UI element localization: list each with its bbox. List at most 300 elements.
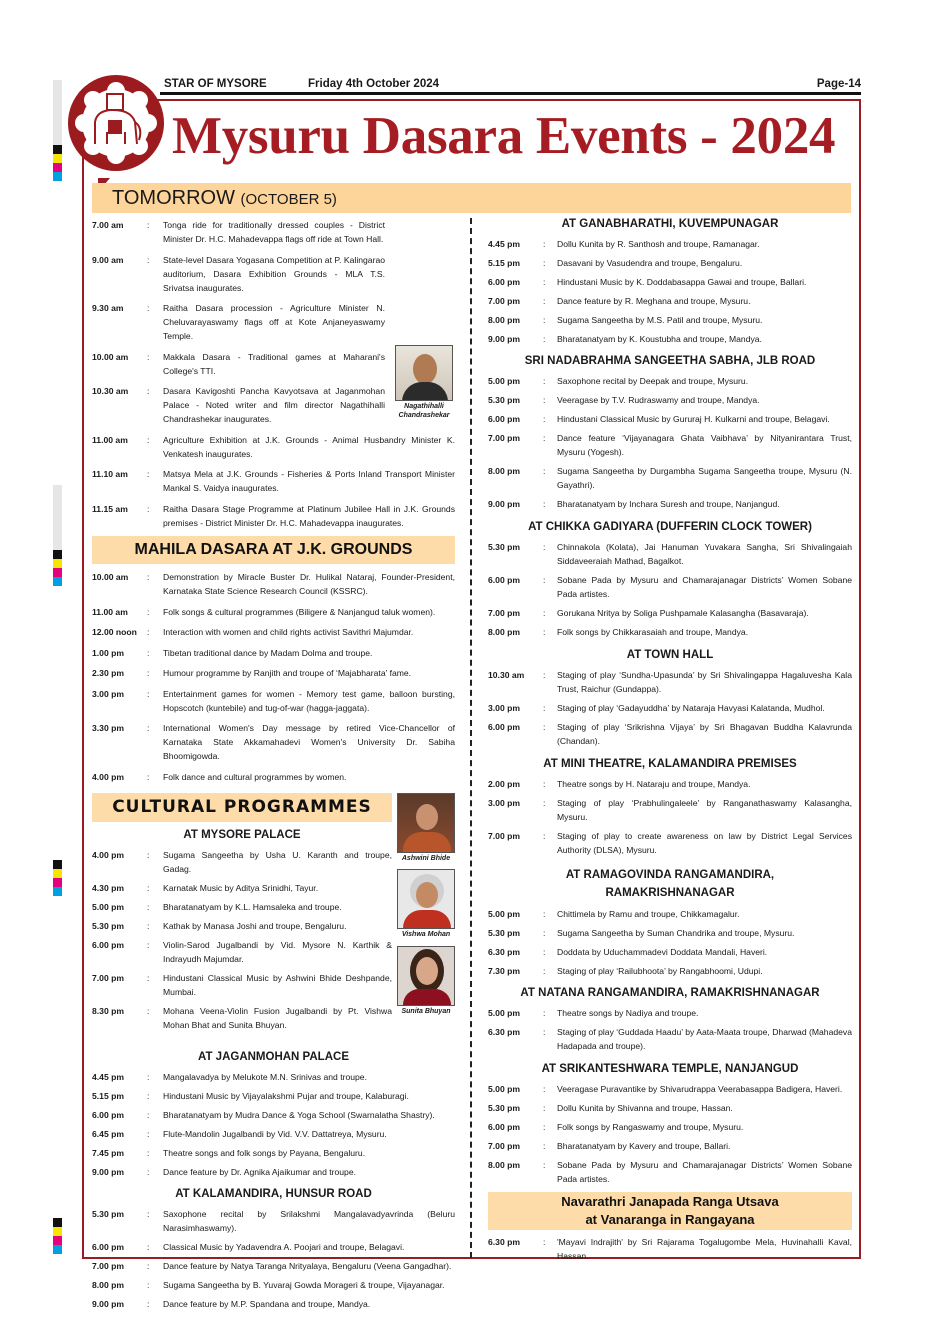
separator: : [147, 254, 150, 265]
event-time: 7.00 pm [92, 972, 125, 983]
event-row [92, 900, 392, 914]
photo-sunita-bhuyan [397, 946, 455, 1017]
event-description: Dance feature by Natya Taranga Nrityalaya, Bengaluru (Veena Gangadhar). [163, 1260, 452, 1271]
event-time: 2.00 pm [488, 779, 521, 789]
event-description: Folk dance and cultural programmes by women. [163, 771, 347, 782]
event-row [92, 919, 392, 933]
separator: : [543, 1237, 546, 1247]
event-description: Doddata by Uduchammadevi Doddata Mandali, Haveri. [557, 947, 768, 957]
event-description: Dasara Kavigoshti Pancha Kavyotsava at Jaganmohan Palace - Noted writer and film director Nagathihalli Chandrashekar inaugurates. [163, 386, 385, 424]
separator: : [543, 433, 546, 443]
event-description: Veeragase by T.V. Rudraswamy and troupe, Mandya. [557, 395, 760, 405]
event-time: 7.00 pm [92, 1260, 125, 1271]
event-row [92, 1207, 455, 1235]
event-time: 7.45 pm [92, 1147, 125, 1158]
registration-mark [53, 1218, 62, 1227]
event-time: 5.00 pm [488, 909, 521, 919]
event-time: 3.00 pm [92, 688, 125, 699]
event-time: 6.30 pm [488, 947, 521, 957]
event-description: Chittimela by Ramu and troupe, Chikkamagalur. [557, 909, 740, 919]
event-description: Staging of play ‘Prabhulingaleele’ by Ranganathaswamy Kalasangha, Mysuru. [557, 798, 852, 822]
event-time: 7.00 pm [488, 1141, 521, 1151]
page-title: Mysuru Dasara Events - 2024 [172, 107, 836, 165]
event-row [92, 687, 455, 715]
event-description: Theatre songs by Nadiya and troupe. [557, 1008, 699, 1018]
event-row [488, 668, 852, 696]
event-description: Chinnakola (Kolata), Jai Hanuman Yuvakara Sangha, Sri Shivalingaiah Siddaveeraiah Mathad, Bagalkot. [557, 542, 852, 566]
event-row [92, 502, 455, 530]
left-column [92, 216, 455, 1316]
event-description: Hindustani Music by Vijayalakshmi Pujar and troupe, Kalaburagi. [163, 1090, 409, 1101]
right-column [488, 216, 852, 1268]
event-time: 6.00 pm [488, 1122, 521, 1132]
separator: : [543, 703, 546, 713]
event-description: Flute-Mandolin Jugalbandi by Vid. V.V. Dattatreya, Mysuru. [163, 1128, 387, 1139]
separator: : [543, 414, 546, 424]
event-description: State-level Dasara Yogasana Competition at P. Kalingarao auditorium, Dasara Exhibition Grounds - MLA T.S. Srivatsa inaugurates. [163, 254, 385, 293]
cultural-photos [392, 793, 455, 1037]
event-description: Hindustani Classical Music by Gururaj H. Kulkarni and troupe, Belagavi. [557, 414, 830, 424]
venue-heading: SRI NADABRAHMA SANGEETHA SABHA, JLB ROAD [524, 355, 816, 367]
event-time: 10.00 am [92, 351, 129, 362]
event-row [92, 605, 455, 619]
separator: : [543, 798, 546, 808]
portrait-photo [397, 793, 455, 853]
event-description: 'Mayavi Indrajith' by Sri Rajarama Togalugombe Mela, Huvinahalli Kaval, Hassan. [557, 1237, 852, 1261]
event-row [92, 1089, 455, 1103]
mahila-events [92, 570, 455, 784]
event-time: 5.00 pm [488, 1084, 521, 1094]
event-row [488, 256, 852, 270]
event-time: 5.15 pm [488, 258, 521, 268]
separator: : [147, 771, 150, 782]
separator: : [543, 1160, 546, 1170]
registration-mark [53, 550, 62, 559]
registration-mark [53, 887, 62, 896]
event-time: 6.00 pm [92, 1109, 125, 1120]
event-row [92, 1259, 455, 1273]
separator: : [147, 849, 150, 860]
separator: : [147, 351, 150, 362]
event-description: Dance feature by R. Meghana and troupe, Mysuru. [557, 296, 751, 306]
venue-heading: AT GANABHARATHI, KUVEMPUNAGAR [561, 218, 779, 230]
event-description: Staging of play to create awareness on law by District Legal Services Authority (DLSA), Mysuru. [557, 831, 852, 855]
event-row [488, 412, 852, 426]
venue-heading: AT NATANA RANGAMANDIRA, RAMAKRISHNANAGAR [520, 987, 820, 999]
separator: : [543, 575, 546, 585]
separator: : [543, 779, 546, 789]
separator: : [147, 1071, 150, 1082]
event-row [92, 350, 455, 378]
event-time: 3.00 pm [488, 703, 521, 713]
event-time: 5.15 pm [92, 1090, 125, 1101]
event-row [488, 431, 852, 459]
event-row [92, 1278, 455, 1292]
event-time: 8.00 pm [488, 1160, 521, 1170]
page-number: Page-14 [816, 78, 861, 90]
separator: : [543, 1141, 546, 1151]
venue-heading-line: AT RAMAGOVINDA RANGAMANDIRA, [565, 869, 775, 881]
event-row [92, 301, 455, 343]
section-heading-cultural: CULTURAL PROGRAMMES [92, 793, 392, 822]
event-row [488, 1101, 852, 1115]
event-time: 11.10 am [92, 469, 128, 479]
event-row [92, 1240, 455, 1254]
event-list [488, 1006, 852, 1053]
event-description: Bharatanatyam by Inchara Suresh and troupe, Nanjangud. [557, 499, 780, 509]
event-description: Sugama Sangeetha by Durgambha Sugama Sangeetha troupe, Mysuru (N. Gayathri). [557, 466, 852, 490]
event-time: 12.00 noon [92, 627, 137, 637]
event-row [92, 467, 455, 495]
event-time: 11.00 am [92, 434, 128, 445]
event-row [92, 218, 455, 246]
event-time: 8.00 pm [488, 315, 521, 325]
event-description: Dance feature by M.P. Spandana and troupe, Mandya. [163, 1298, 371, 1309]
event-row [488, 907, 852, 921]
event-time: 6.00 pm [488, 277, 521, 287]
event-row [92, 1070, 455, 1084]
event-row [488, 374, 852, 388]
event-row [92, 625, 455, 639]
event-description: Theatre songs and folk songs by Payana, Bengaluru. [163, 1147, 366, 1158]
event-time: 9.00 pm [92, 1166, 125, 1177]
event-description: Staging of play ‘Gadayuddha’ by Nataraja Havyasi Kalatanda, Mudhol. [557, 703, 825, 713]
photo-caption: Ashwini Bhide [401, 854, 451, 862]
separator: : [147, 606, 150, 617]
event-row [92, 1297, 455, 1311]
event-description: Matsya Mela at J.K. Grounds - Fisheries & Ports Inland Transport Minister Mankal S. Vaidya inaugurates. [163, 469, 455, 493]
event-list [488, 374, 852, 511]
event-row [92, 1146, 455, 1160]
event-row [488, 1158, 852, 1186]
event-description: Raitha Dasara Stage Programme at Platinum Jubilee Hall in J.K. Grounds premises - District Minister Dr. H.C. Mahadevappa inaugurates. [163, 503, 455, 528]
event-time: 6.00 pm [92, 939, 125, 950]
event-description: Sugama Sangeetha by M.S. Patil and troupe, Mysuru. [557, 315, 763, 325]
event-time: 11.00 am [92, 606, 128, 617]
tomorrow-banner [92, 183, 851, 213]
event-row [488, 540, 852, 568]
separator: : [543, 831, 546, 841]
event-description: Dollu Kunita by Shivanna and troupe, Hassan. [557, 1103, 733, 1113]
venue-heading: AT KALAMANDIRA, HUNSUR ROAD [175, 1187, 372, 1200]
event-description: Staging of play ‘Srikrishna Vijaya’ by Sri Bhagavan Buddha Kalavrunda (Chandan). [557, 722, 852, 746]
registration-mark [53, 154, 62, 163]
venue-heading [488, 866, 852, 902]
event-row [488, 275, 852, 289]
photo-caption: Sunita Bhuyan [401, 1007, 451, 1015]
event-description: Sugama Sangeetha by B. Yuvaraj Gowda Morageri & troupe, Vijayanagar. [163, 1279, 445, 1290]
event-description: Dance feature by Dr. Agnika Ajaikumar and troupe. [163, 1166, 356, 1177]
separator: : [543, 296, 546, 306]
event-row [488, 237, 852, 251]
event-description: Bharatanatyam by K.L. Hamsaleka and troupe. [163, 901, 342, 912]
event-row [92, 881, 392, 895]
separator: : [147, 1090, 150, 1101]
registration-mark [53, 172, 62, 181]
event-row [488, 294, 852, 308]
separator: : [543, 670, 546, 680]
separator: : [543, 395, 546, 405]
event-row [488, 1139, 852, 1153]
venue-heading: AT MINI THEATRE, KALAMANDIRA PREMISES [543, 758, 797, 770]
venue-heading: AT CHIKKA GADIYARA (DUFFERIN CLOCK TOWER) [528, 521, 812, 533]
separator: : [543, 722, 546, 732]
event-time: 7.00 pm [488, 831, 521, 841]
event-time: 9.00 am [92, 254, 124, 265]
event-description: Bharatanatyam by Kavery and troupe, Ballari. [557, 1141, 731, 1151]
event-time: 7.00 am [92, 220, 124, 230]
event-time: 10.30 am [92, 386, 129, 396]
photo-ashwini-bhide [397, 793, 455, 864]
event-description: Sobane Pada by Mysuru and Chamarajanagar Districts’ Women Sobane Pada artistes. [557, 575, 852, 599]
event-list [488, 1235, 852, 1263]
registration-mark [53, 163, 62, 172]
separator: : [147, 1208, 150, 1219]
event-description: Dollu Kunita by R. Santhosh and troupe, Ramanagar. [557, 239, 760, 249]
event-time: 8.00 pm [92, 1279, 125, 1290]
portrait-photo [397, 946, 455, 1006]
heading-line: Navarathri Janapada Ranga Utsava [561, 1194, 779, 1209]
event-description: Staging of play ‘Sundha-Upasunda’ by Sri Shivalingappa Hagaluvesha Kala Trust, Raichur (Gundappa). [557, 670, 852, 694]
event-time: 3.30 pm [92, 723, 125, 733]
event-description: Agriculture Exhibition at J.K. Grounds - Animal Husbandry Minister K. Venkatesh inaugurates. [163, 434, 455, 459]
event-row [488, 796, 852, 824]
event-list [488, 237, 852, 346]
event-time: 5.30 pm [92, 1208, 125, 1219]
event-time: 6.30 pm [488, 1027, 521, 1037]
event-time: 7.30 pm [488, 966, 521, 976]
event-time: 3.00 pm [488, 798, 521, 808]
event-list [488, 668, 852, 748]
event-description: Dasavani by Vasudendra and troupe, Bengaluru. [557, 258, 743, 268]
registration-mark [53, 869, 62, 878]
event-list [488, 777, 852, 857]
registration-mark [53, 485, 62, 550]
venue-heading: AT TOWN HALL [626, 649, 714, 661]
event-description: Bharatanatyam by K. Koustubha and troupe, Mandya. [557, 334, 762, 344]
event-description: Makkala Dasara - Traditional games at Maharani's College's TTI. [163, 351, 385, 376]
event-row [488, 701, 852, 715]
event-row [488, 313, 852, 327]
separator: : [543, 376, 546, 386]
section-heading-mahila: MAHILA DASARA AT J.K. GROUNDS [92, 536, 455, 564]
event-row [488, 829, 852, 857]
event-row [488, 497, 852, 511]
event-time: 5.00 pm [488, 376, 521, 386]
page-header [160, 77, 861, 95]
event-time: 6.00 pm [488, 575, 521, 585]
separator: : [147, 688, 150, 699]
event-time: 1.00 pm [92, 647, 125, 658]
event-time: 9.00 pm [488, 334, 521, 344]
event-description: Classical Music by Yadavendra A. Poojari and troupe, Belagavi. [163, 1241, 405, 1252]
event-time: 4.45 pm [488, 239, 521, 249]
event-row [92, 1165, 455, 1179]
event-description: Sugama Sangeetha by Suman Chandrika and troupe, Mysuru. [557, 928, 795, 938]
event-row [92, 938, 392, 966]
dasara-logo-icon [67, 74, 165, 172]
separator: : [147, 1128, 150, 1139]
event-time: 6.00 pm [92, 1241, 125, 1252]
event-description: Tonga ride for traditionally dressed couples - District Minister Dr. H.C. Mahadevappa flags off ride at Town Hall. [163, 220, 385, 244]
event-time: 5.30 pm [488, 542, 521, 552]
event-description: Sobane Pada by Mysuru and Chamarajanagar Districts’ Women Sobane Pada artistes. [557, 1160, 852, 1184]
registration-mark [53, 1245, 62, 1254]
event-row [92, 384, 455, 426]
event-row [488, 1082, 852, 1096]
separator: : [543, 1084, 546, 1094]
separator: : [147, 572, 150, 582]
registration-mark [53, 577, 62, 586]
event-row [488, 720, 852, 748]
separator: : [543, 608, 546, 618]
event-description: Gorukana Nritya by Soliga Pushpamale Kalasangha (Basavaraja). [557, 608, 809, 618]
event-list [92, 570, 455, 784]
registration-mark [53, 145, 62, 154]
event-description: Staging of play ‘Guddada Haadu’ by Aata-Maata troupe, Dharwad (Mahadeva Hadapada and troupe). [557, 1027, 852, 1051]
separator: : [147, 1279, 150, 1290]
registration-mark [53, 878, 62, 887]
separator: : [147, 901, 150, 912]
separator: : [147, 1241, 150, 1252]
separator: : [147, 1147, 150, 1158]
event-description: Karnatak Music by Aditya Srinidhi, Tayur. [163, 882, 319, 893]
registration-mark [53, 1236, 62, 1245]
event-description: Hindustani Classical Music by Ashwini Bhide Deshpande, Mumbai. [163, 972, 392, 997]
venue-heading: AT JAGANMOHAN PALACE [198, 1050, 349, 1063]
event-description: Sugama Sangeetha by Usha U. Karanth and troupe, Gadag. [163, 849, 392, 874]
event-description: Kathak by Manasa Joshi and troupe, Bengaluru. [163, 920, 347, 931]
event-time: 4.00 pm [92, 771, 125, 782]
separator: : [147, 1109, 150, 1120]
separator: : [147, 1005, 150, 1016]
separator: : [543, 466, 546, 476]
separator: : [543, 909, 546, 919]
separator: : [147, 723, 150, 733]
portrait-photo [397, 869, 455, 929]
event-time: 6.45 pm [92, 1128, 125, 1139]
separator: : [543, 627, 546, 637]
event-time: 6.00 pm [488, 414, 521, 424]
event-time: 7.00 pm [488, 608, 521, 618]
cultural-main [92, 793, 392, 1037]
event-description: Interaction with women and child rights activist Savithri Majumdar. [163, 627, 414, 637]
venue-heading: AT SRIKANTESHWARA TEMPLE, NANJANGUD [541, 1063, 799, 1075]
event-time: 6.00 pm [488, 722, 521, 732]
separator: : [147, 303, 150, 313]
separator: : [543, 499, 546, 509]
tomorrow-label: TOMORROW [112, 187, 235, 209]
event-description: Saxophone recital by Deepak and troupe, Mysuru. [557, 376, 749, 386]
event-list [92, 848, 392, 1032]
separator: : [543, 966, 546, 976]
event-row [488, 1025, 852, 1053]
event-row [92, 971, 392, 999]
separator: : [543, 947, 546, 957]
event-time: 10.00 am [92, 572, 129, 582]
column-divider [470, 218, 472, 1258]
separator: : [147, 386, 150, 396]
event-row [92, 1004, 392, 1032]
event-description: Saxophone recital by Srilakshmi Mangalavadyavrinda (Beluru Narasimhaswamy). [163, 1208, 455, 1233]
event-row [92, 1108, 455, 1122]
registration-mark [53, 860, 62, 869]
separator: : [543, 928, 546, 938]
event-description: Dance feature ‘Vijayanagara Ghata Vaibhava’ by Nityanirantara Trust, Mysuru (Yogesh). [557, 433, 852, 457]
event-description: Veeragase Puravantike by Shivarudrappa Veerabasappa Badigera, Haveri. [557, 1084, 843, 1094]
event-list [488, 1082, 852, 1186]
separator: : [543, 1027, 546, 1037]
event-time: 6.30 pm [488, 1237, 521, 1247]
event-row [488, 625, 852, 639]
event-description: Folk songs by Chikkarasaiah and troupe, Mandya. [557, 627, 749, 637]
separator: : [147, 469, 150, 479]
event-time: 9.00 pm [488, 499, 521, 509]
separator: : [147, 503, 150, 514]
separator: : [543, 315, 546, 325]
event-time: 11.15 am [92, 503, 128, 514]
event-time: 4.00 pm [92, 849, 125, 860]
event-row [488, 926, 852, 940]
event-row [488, 964, 852, 978]
event-row [92, 1127, 455, 1141]
event-row [488, 1235, 852, 1263]
event-description: Folk songs & cultural programmes (Biligere & Nanjangud taluk women). [163, 606, 436, 617]
registration-mark [53, 1227, 62, 1236]
separator: : [543, 334, 546, 344]
event-description: Hindustani Music by K. Doddabasappa Gawai and troupe, Ballari. [557, 277, 807, 287]
event-description: Entertainment games for women - Memory test game, balloon bursting, Hopscotch (kuntebile) and tug-of-war (hagga-jaggata). [163, 688, 455, 713]
event-row [92, 721, 455, 763]
venue-heading-line: RAMAKRISHNANAGAR [605, 887, 735, 899]
event-time: 7.00 pm [488, 296, 521, 306]
registration-mark [53, 80, 62, 145]
event-description: Folk songs by Rangaswamy and troupe, Mysuru. [557, 1122, 744, 1132]
section-heading-navarathri [488, 1192, 852, 1230]
event-time: 8.00 pm [488, 466, 521, 476]
cultural-section [92, 793, 455, 1037]
event-row [488, 393, 852, 407]
event-description: Humour programme by Ranjith and troupe of ‘Majabharata’ fame. [163, 668, 412, 678]
event-description: International Women's Day message by retired Vice-Chancellor of Karnataka State Akkamahadevi Women's University Dr. Sabiha Bhoomigowda. [163, 723, 455, 761]
separator: : [147, 434, 150, 445]
event-description: Violin-Sarod Jugalbandi by Vid. Mysore N. Karthik & Indrayudh Majumdar. [163, 939, 392, 964]
separator: : [147, 1166, 150, 1177]
event-time: 9.30 am [92, 303, 124, 313]
registration-mark [53, 559, 62, 568]
event-description: Staging of play ‘Railubhoota’ by Rangabhoomi, Udupi. [557, 966, 763, 976]
event-row [92, 253, 455, 295]
event-row [92, 570, 455, 598]
separator: : [147, 627, 150, 637]
event-list [92, 218, 455, 530]
event-list [92, 1207, 455, 1311]
event-row [92, 646, 455, 660]
event-row [488, 1006, 852, 1020]
venue-heading: AT MYSORE PALACE [183, 828, 301, 841]
event-list [92, 1070, 455, 1179]
separator: : [147, 1260, 150, 1271]
event-row [488, 573, 852, 601]
tomorrow-events [92, 218, 455, 530]
event-time: 2.30 pm [92, 668, 125, 678]
event-time: 4.30 pm [92, 882, 125, 893]
separator: : [543, 1008, 546, 1018]
event-time: 5.30 pm [488, 1103, 521, 1113]
separator: : [543, 239, 546, 249]
separator: : [543, 277, 546, 287]
registration-mark [53, 568, 62, 577]
